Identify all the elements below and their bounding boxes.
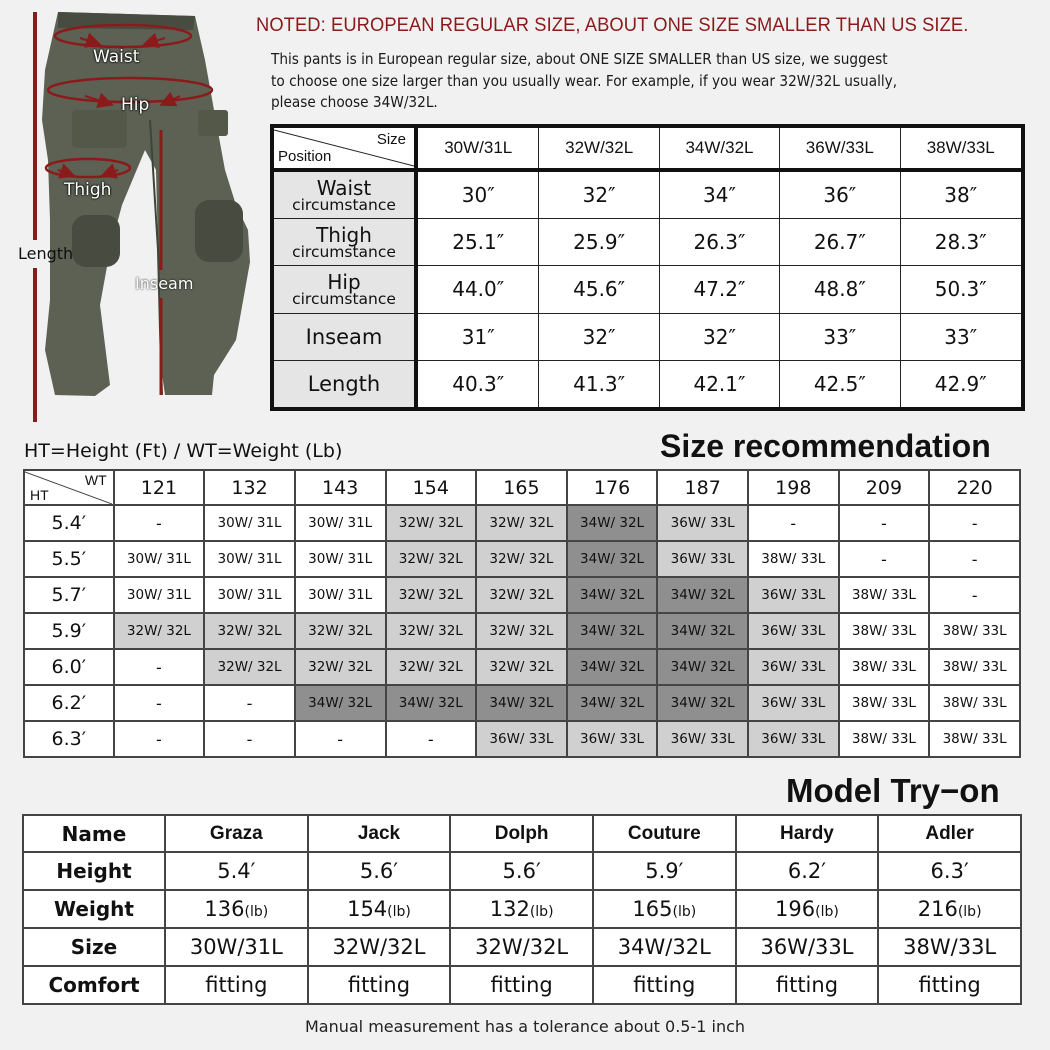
recommended-size-cell: 38W/ 33L bbox=[748, 541, 839, 577]
weight-column-header: 209 bbox=[839, 470, 930, 505]
weight-unit: (lb) bbox=[529, 904, 554, 920]
model-tryon-title: Model Try−on bbox=[786, 772, 1000, 809]
weight-value: 154 bbox=[347, 897, 388, 921]
size-recommendation-title: Size recommendation bbox=[660, 428, 991, 464]
model-comfort: fitting bbox=[165, 966, 308, 1004]
model-size: 32W/32L bbox=[308, 928, 451, 966]
recommended-size-cell: 34W/ 32L bbox=[657, 649, 748, 685]
recommended-size-cell: 32W/ 32L bbox=[295, 613, 386, 649]
note-line: to choose one size larger than you usually wear. For example, if you wear 32W/32L usually, bbox=[271, 71, 898, 90]
measurement-value: 42.5″ bbox=[780, 360, 900, 409]
recommended-size-cell: 32W/ 32L bbox=[476, 505, 567, 541]
weight-column-header: 187 bbox=[657, 470, 748, 505]
model-weight bbox=[593, 890, 736, 928]
recommended-size-cell: 34W/ 32L bbox=[657, 613, 748, 649]
measurement-value: 47.2″ bbox=[659, 266, 779, 313]
model-size: 34W/32L bbox=[593, 928, 736, 966]
recommended-size-cell: 32W/ 32L bbox=[204, 613, 295, 649]
recommended-size-cell: 38W/ 33L bbox=[839, 613, 930, 649]
model-height: 5.9′ bbox=[593, 852, 736, 890]
weight-unit: (lb) bbox=[244, 904, 269, 920]
model-comfort: fitting bbox=[308, 966, 451, 1004]
recommended-size-cell: 38W/ 33L bbox=[839, 685, 930, 721]
recommendation-row bbox=[24, 541, 1020, 577]
measurement-value: 32″ bbox=[659, 313, 779, 360]
height-label: 6.2′ bbox=[24, 685, 114, 721]
size-column-header: 32W/32L bbox=[539, 126, 659, 170]
position-label: Hip circumstance bbox=[272, 266, 416, 313]
measurement-row-waist bbox=[272, 170, 1023, 219]
recommended-size-cell: - bbox=[839, 505, 930, 541]
recommended-size-cell: - bbox=[114, 505, 205, 541]
measurement-value: 32″ bbox=[539, 170, 659, 219]
recommended-size-cell: 32W/ 32L bbox=[476, 577, 567, 613]
weight-column-header: 154 bbox=[386, 470, 477, 505]
model-weight-row bbox=[23, 890, 1021, 928]
measurement-value: 25.1″ bbox=[416, 219, 539, 266]
height-weight-legend: HT=Height (Ft) / WT=Weight (Lb) bbox=[24, 440, 343, 462]
measurement-row-hip bbox=[272, 266, 1023, 313]
row-label-name: Name bbox=[23, 815, 165, 852]
inseam-label: Inseam bbox=[135, 274, 194, 293]
recommended-size-cell: 32W/ 32L bbox=[386, 541, 477, 577]
recommendation-row bbox=[24, 505, 1020, 541]
row-label-comfort: Comfort bbox=[23, 966, 165, 1004]
recommended-size-cell: - bbox=[386, 721, 477, 757]
thigh-label: Thigh bbox=[64, 180, 112, 200]
model-tryon-table bbox=[22, 814, 1022, 1005]
recommended-size-cell: 30W/ 31L bbox=[295, 505, 386, 541]
recommendation-row bbox=[24, 613, 1020, 649]
recommended-size-cell: 34W/ 32L bbox=[657, 685, 748, 721]
recommended-size-cell: - bbox=[114, 649, 205, 685]
recommended-size-cell: 38W/ 33L bbox=[929, 685, 1020, 721]
model-name: Couture bbox=[593, 815, 736, 852]
measurement-value: 36″ bbox=[780, 170, 900, 219]
position-label: Thigh circumstance bbox=[272, 219, 416, 266]
recommended-size-cell: - bbox=[204, 685, 295, 721]
measurement-value: 32″ bbox=[539, 313, 659, 360]
measurement-value: 33″ bbox=[900, 313, 1023, 360]
recommended-size-cell: 36W/ 33L bbox=[657, 505, 748, 541]
weight-column-header: 132 bbox=[204, 470, 295, 505]
weight-value: 132 bbox=[489, 897, 530, 921]
recommended-size-cell: 36W/ 33L bbox=[748, 721, 839, 757]
length-label: Length bbox=[18, 244, 74, 263]
measurement-value: 42.9″ bbox=[900, 360, 1023, 409]
recommended-size-cell: 34W/ 32L bbox=[657, 577, 748, 613]
tolerance-note: Manual measurement has a tolerance about 0.5-1 inch bbox=[304, 1017, 746, 1036]
weight-column-header: 198 bbox=[748, 470, 839, 505]
recommendation-row bbox=[24, 577, 1020, 613]
row-label-size: Size bbox=[23, 928, 165, 966]
recommended-size-cell: - bbox=[114, 685, 205, 721]
row-label-weight: Weight bbox=[23, 890, 165, 928]
recommended-size-cell: 34W/ 32L bbox=[567, 613, 658, 649]
model-height: 5.6′ bbox=[450, 852, 593, 890]
recommended-size-cell: 32W/ 32L bbox=[386, 649, 477, 685]
weight-column-header: 176 bbox=[567, 470, 658, 505]
height-label: 5.5′ bbox=[24, 541, 114, 577]
measurement-value: 41.3″ bbox=[539, 360, 659, 409]
size-column-header: 38W/33L bbox=[900, 126, 1023, 170]
size-position-corner: Size Position bbox=[272, 126, 416, 170]
recommended-size-cell: 32W/ 32L bbox=[476, 541, 567, 577]
weight-value: 165 bbox=[632, 897, 673, 921]
measurement-value: 48.8″ bbox=[780, 266, 900, 313]
weight-column-header: 220 bbox=[929, 470, 1020, 505]
recommendation-row bbox=[24, 649, 1020, 685]
model-height: 6.2′ bbox=[736, 852, 879, 890]
ht-wt-corner: WT HT bbox=[24, 470, 114, 505]
position-label: Inseam bbox=[272, 313, 416, 360]
size-column-header: 30W/31L bbox=[416, 126, 539, 170]
model-height-row bbox=[23, 852, 1021, 890]
recommended-size-cell: 34W/ 32L bbox=[567, 577, 658, 613]
measurement-value: 50.3″ bbox=[900, 266, 1023, 313]
recommended-size-cell: 32W/ 32L bbox=[295, 649, 386, 685]
recommended-size-cell: 36W/ 33L bbox=[748, 613, 839, 649]
model-weight bbox=[736, 890, 879, 928]
weight-value: 196 bbox=[775, 897, 816, 921]
measurement-value: 31″ bbox=[416, 313, 539, 360]
recommended-size-cell: 34W/ 32L bbox=[476, 685, 567, 721]
measurement-value: 26.7″ bbox=[780, 219, 900, 266]
measurement-value: 25.9″ bbox=[539, 219, 659, 266]
recommended-size-cell: 38W/ 33L bbox=[929, 613, 1020, 649]
height-label: 5.4′ bbox=[24, 505, 114, 541]
recommended-size-cell: 34W/ 32L bbox=[567, 649, 658, 685]
measurement-value: 40.3″ bbox=[416, 360, 539, 409]
recommended-size-cell: 36W/ 33L bbox=[748, 577, 839, 613]
note-line: This pants is in European regular size, about ONE SIZE SMALLER than US size, we suggest bbox=[271, 50, 888, 68]
recommended-size-cell: 34W/ 32L bbox=[567, 505, 658, 541]
recommended-size-cell: 36W/ 33L bbox=[748, 649, 839, 685]
weight-value: 136 bbox=[204, 897, 245, 921]
recommended-size-cell: 30W/ 31L bbox=[114, 577, 205, 613]
recommended-size-cell: - bbox=[929, 541, 1020, 577]
model-weight bbox=[165, 890, 308, 928]
recommended-size-cell: 32W/ 32L bbox=[386, 505, 477, 541]
hip-label: Hip bbox=[121, 95, 150, 115]
recommended-size-cell: 38W/ 33L bbox=[929, 721, 1020, 757]
measurement-value: 33″ bbox=[780, 313, 900, 360]
weight-value: 216 bbox=[917, 897, 958, 921]
model-comfort: fitting bbox=[593, 966, 736, 1004]
recommended-size-cell: 32W/ 32L bbox=[476, 613, 567, 649]
recommended-size-cell: 32W/ 32L bbox=[386, 613, 477, 649]
recommended-size-cell: 38W/ 33L bbox=[929, 649, 1020, 685]
note-line: please choose 34W/32L. bbox=[271, 93, 438, 111]
model-comfort: fitting bbox=[878, 966, 1021, 1004]
weight-header-row bbox=[24, 470, 1020, 505]
height-label: 5.7′ bbox=[24, 577, 114, 613]
model-comfort-row bbox=[23, 966, 1021, 1004]
recommended-size-cell: - bbox=[204, 721, 295, 757]
model-comfort: fitting bbox=[450, 966, 593, 1004]
recommended-size-cell: 30W/ 31L bbox=[295, 541, 386, 577]
recommended-size-cell: 36W/ 33L bbox=[476, 721, 567, 757]
recommendation-row bbox=[24, 685, 1020, 721]
model-size: 30W/31L bbox=[165, 928, 308, 966]
recommendation-row bbox=[24, 721, 1020, 757]
position-label: Waist circumstance bbox=[272, 170, 416, 219]
recommended-size-cell: 36W/ 33L bbox=[748, 685, 839, 721]
height-label: 6.3′ bbox=[24, 721, 114, 757]
measurement-value: 28.3″ bbox=[900, 219, 1023, 266]
measurement-value: 42.1″ bbox=[659, 360, 779, 409]
model-height: 5.6′ bbox=[308, 852, 451, 890]
recommended-size-cell: 34W/ 32L bbox=[295, 685, 386, 721]
recommended-size-cell: - bbox=[839, 541, 930, 577]
recommended-size-cell: - bbox=[295, 721, 386, 757]
weight-unit: (lb) bbox=[672, 904, 697, 920]
model-name-row bbox=[23, 815, 1021, 852]
pants-measurement-illustration bbox=[0, 0, 260, 430]
model-name: Adler bbox=[878, 815, 1021, 852]
position-label: Length bbox=[272, 360, 416, 409]
size-column-header: 36W/33L bbox=[780, 126, 900, 170]
recommended-size-cell: 30W/ 31L bbox=[204, 577, 295, 613]
waist-label: Waist bbox=[93, 47, 140, 67]
measurement-value: 26.3″ bbox=[659, 219, 779, 266]
weight-column-header: 165 bbox=[476, 470, 567, 505]
measurement-row-length bbox=[272, 360, 1023, 409]
measurement-row-thigh bbox=[272, 219, 1023, 266]
recommended-size-cell: 38W/ 33L bbox=[839, 721, 930, 757]
size-header-row bbox=[272, 126, 1023, 170]
recommended-size-cell: 32W/ 32L bbox=[114, 613, 205, 649]
measurement-value: 30″ bbox=[416, 170, 539, 219]
measurement-value: 44.0″ bbox=[416, 266, 539, 313]
recommended-size-cell: 36W/ 33L bbox=[657, 541, 748, 577]
weight-column-header: 143 bbox=[295, 470, 386, 505]
recommended-size-cell: - bbox=[114, 721, 205, 757]
height-label: 6.0′ bbox=[24, 649, 114, 685]
recommended-size-cell: 30W/ 31L bbox=[204, 541, 295, 577]
measurement-value: 34″ bbox=[659, 170, 779, 219]
recommended-size-cell: 32W/ 32L bbox=[386, 577, 477, 613]
weight-unit: (lb) bbox=[815, 904, 839, 920]
model-weight bbox=[450, 890, 593, 928]
recommended-size-cell: 30W/ 31L bbox=[295, 577, 386, 613]
recommended-size-cell: 34W/ 32L bbox=[386, 685, 477, 721]
model-size: 32W/32L bbox=[450, 928, 593, 966]
model-size-row bbox=[23, 928, 1021, 966]
model-name: Hardy bbox=[736, 815, 879, 852]
recommended-size-cell: 36W/ 33L bbox=[567, 721, 658, 757]
recommended-size-cell: 30W/ 31L bbox=[204, 505, 295, 541]
recommended-size-cell: 36W/ 33L bbox=[657, 721, 748, 757]
model-size: 38W/33L bbox=[878, 928, 1021, 966]
weight-unit: (lb) bbox=[387, 904, 411, 920]
model-name: Dolph bbox=[450, 815, 593, 852]
sizing-note-title: NOTED: EUROPEAN REGULAR SIZE, ABOUT ONE SIZE SMALLER THAN US SIZE. bbox=[256, 14, 969, 36]
height-label: 5.9′ bbox=[24, 613, 114, 649]
model-weight bbox=[308, 890, 451, 928]
measurement-value: 38″ bbox=[900, 170, 1023, 219]
sizing-note-body bbox=[271, 49, 1036, 114]
size-recommendation-table bbox=[23, 469, 1021, 758]
recommended-size-cell: 30W/ 31L bbox=[114, 541, 205, 577]
recommended-size-cell: 32W/ 32L bbox=[204, 649, 295, 685]
recommended-size-cell: - bbox=[929, 505, 1020, 541]
weight-unit: (lb) bbox=[957, 904, 982, 920]
recommended-size-cell: - bbox=[748, 505, 839, 541]
model-weight bbox=[878, 890, 1021, 928]
model-comfort: fitting bbox=[736, 966, 879, 1004]
model-name: Graza bbox=[165, 815, 308, 852]
size-column-header: 34W/32L bbox=[659, 126, 779, 170]
measurement-value: 45.6″ bbox=[539, 266, 659, 313]
size-measurement-table bbox=[270, 124, 1025, 411]
recommendation-body bbox=[24, 505, 1020, 757]
model-name: Jack bbox=[308, 815, 451, 852]
recommended-size-cell: - bbox=[929, 577, 1020, 613]
model-size: 36W/33L bbox=[736, 928, 879, 966]
model-height: 5.4′ bbox=[165, 852, 308, 890]
recommended-size-cell: 38W/ 33L bbox=[839, 649, 930, 685]
weight-column-header: 121 bbox=[114, 470, 205, 505]
recommended-size-cell: 34W/ 32L bbox=[567, 685, 658, 721]
recommended-size-cell: 38W/ 33L bbox=[839, 577, 930, 613]
measurement-row-inseam bbox=[272, 313, 1023, 360]
recommended-size-cell: 34W/ 32L bbox=[567, 541, 658, 577]
row-label-height: Height bbox=[23, 852, 165, 890]
model-height: 6.3′ bbox=[878, 852, 1021, 890]
recommended-size-cell: 32W/ 32L bbox=[476, 649, 567, 685]
